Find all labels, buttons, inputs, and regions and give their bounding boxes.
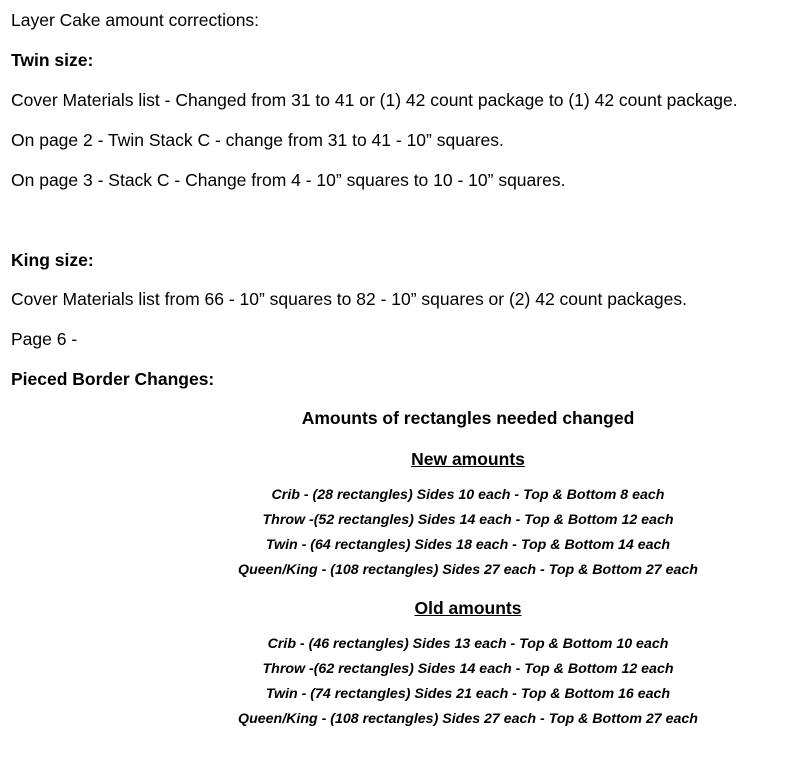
twin-line-3: On page 3 - Stack C - Change from 4 - 10” squares to 10 - 10” squares. (11, 170, 566, 190)
king-line-1: Cover Materials list from 66 - 10” squares to 82 - 10” squares or (2) 42 count packages. (11, 289, 687, 309)
twin-line-1: Cover Materials list - Changed from 31 to 41 or (1) 42 count package to (1) 42 count package. (11, 90, 738, 110)
new-amount-item: Throw -(52 rectangles) Sides 14 each - Top & Bottom 12 each (262, 512, 674, 528)
king-size-title: King size: (11, 250, 94, 270)
new-amounts-title: New amounts (411, 449, 525, 469)
pieced-border-title: Pieced Border Changes: (11, 369, 215, 389)
twin-size-title: Twin size: (11, 50, 94, 70)
old-amount-item: Twin - (74 rectangles) Sides 21 each - Top & Bottom 16 each (265, 686, 671, 702)
old-amount-item: Crib - (46 rectangles) Sides 13 each - Top & Bottom 10 each (267, 636, 669, 652)
old-amount-item: Throw -(62 rectangles) Sides 14 each - Top & Bottom 12 each (262, 661, 674, 677)
old-amount-item: Queen/King - (108 rectangles) Sides 27 each - Top & Bottom 27 each (238, 711, 698, 727)
old-amounts-title: Old amounts (414, 598, 522, 618)
new-amount-item: Queen/King - (108 rectangles) Sides 27 each - Top & Bottom 27 each (238, 562, 698, 578)
new-amount-item: Crib - (28 rectangles) Sides 10 each - Top & Bottom 8 each (271, 487, 665, 503)
twin-line-2: On page 2 - Twin Stack C - change from 31 to 41 - 10” squares. (11, 130, 504, 150)
new-amount-item: Twin - (64 rectangles) Sides 18 each - Top & Bottom 14 each (265, 537, 671, 553)
king-line-2: Page 6 - (11, 329, 78, 349)
rectangles-subtitle: Amounts of rectangles needed changed (301, 408, 635, 428)
document-heading: Layer Cake amount corrections: (11, 10, 260, 30)
